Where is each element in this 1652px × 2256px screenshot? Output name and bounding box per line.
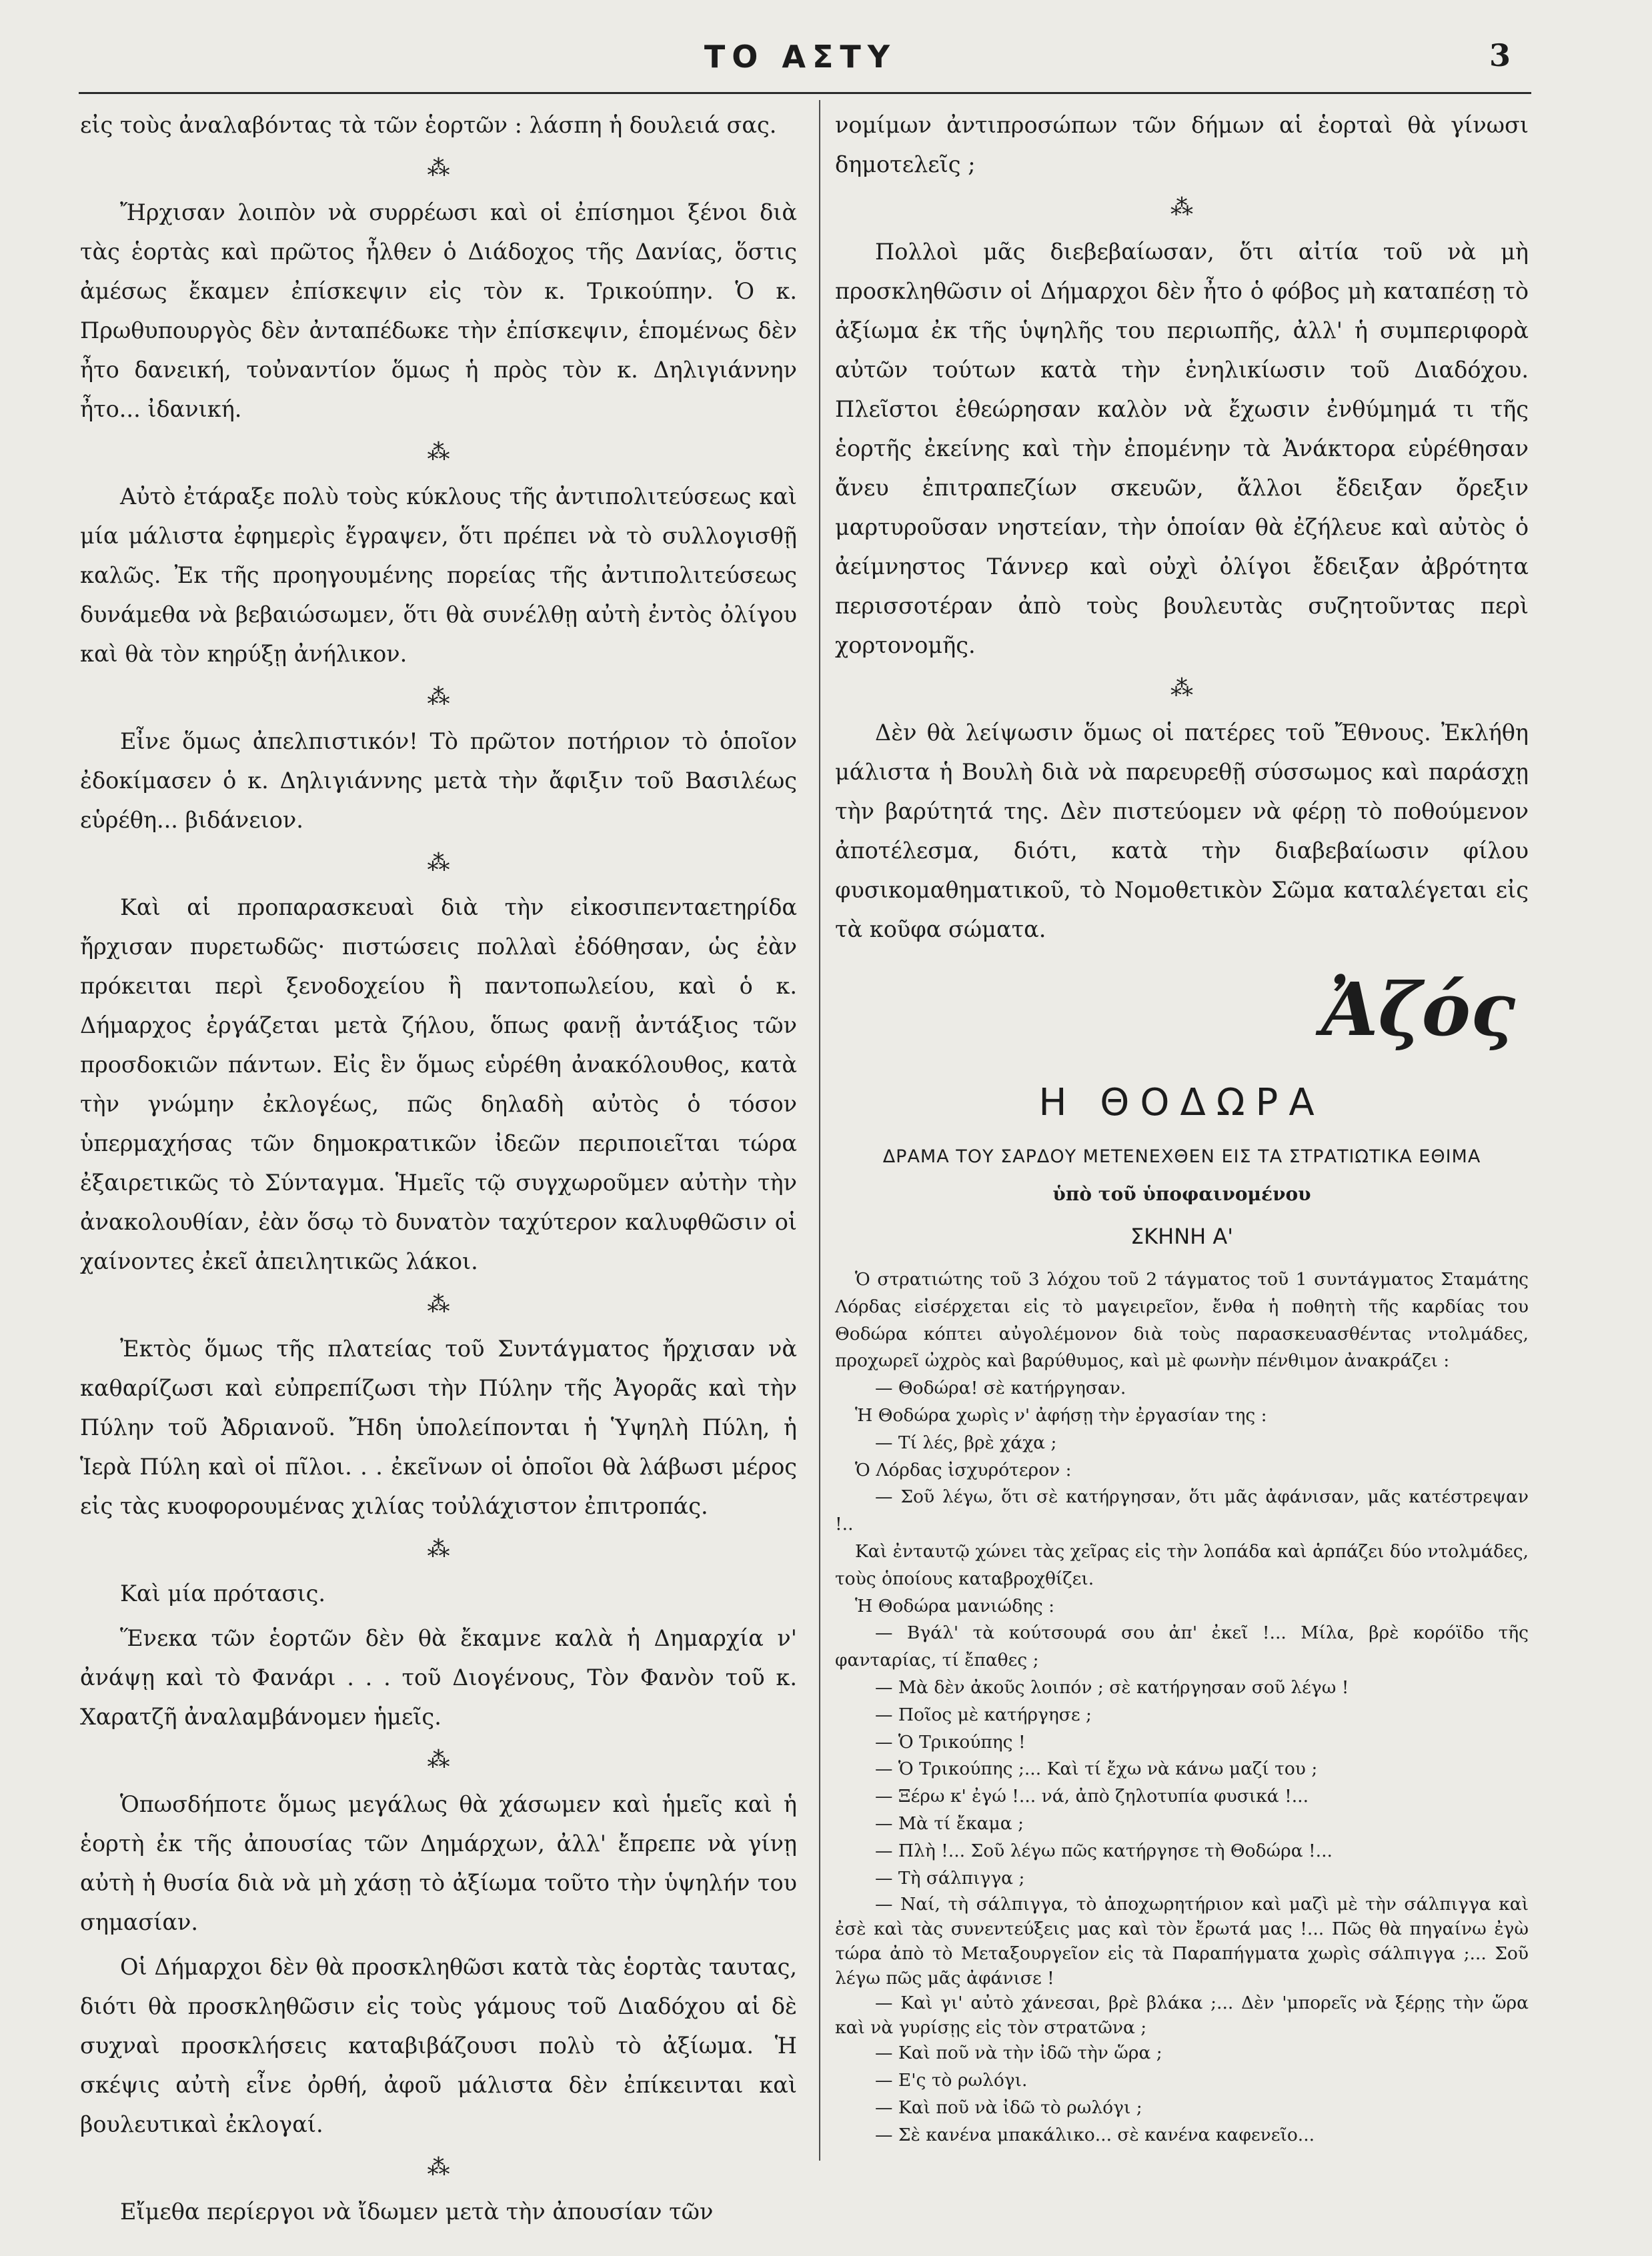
- article-paragraph: Ἐκτὸς ὅμως τῆς πλατείας τοῦ Συντάγματος ἤρχισαν νὰ καθαρίζωσι καὶ εὐπρεπίζωσι τὴν Πύλην τῆς Ἀγορᾶς καὶ τὴν Πύλην τοῦ Ἀδριανοῦ. Ἤδη ὑπολείπονται ἡ Ὑψηλὴ Πύλη, ἡ Ἱερὰ Πύλη καὶ οἱ πῖλοι. . . ἐκεῖνων οἱ ὁποῖοι θὰ λάβωσι μέρος εἰς τὰς κυοφορουμένας χιλίας τοὐλάχιστον ἐπιτροπάς.: [80, 1336, 797, 1519]
- play-byline: ὑπὸ τοῦ ὑποφαινομένου: [1052, 1183, 1311, 1205]
- dialogue-line: — Καὶ γι' αὐτὸ χάνεσαι, βρὲ βλάκα ;... Δὲν 'μπορεῖς νὰ ξέρῃς τὴν ὥρα καὶ νὰ γυρίσῃς εἰς τὸν στρατῶνα ;: [835, 1993, 1529, 2039]
- separator-asterism: ⁂: [427, 1291, 450, 1318]
- column-divider: [819, 100, 820, 2161]
- header-rule: [79, 92, 1531, 94]
- dialogue-line: — Ε'ς τὸ ρωλόγι.: [875, 2070, 1028, 2091]
- dialogue-line: — Σὲ κανένα μπακάλικο... σὲ κανένα καφενεῖο...: [875, 2124, 1315, 2145]
- speaker-direction: Ἡ Θοδώρα χωρὶς ν' ἀφήσῃ τὴν ἐργασίαν της :: [855, 1404, 1267, 1426]
- separator-asterism: ⁂: [1170, 675, 1193, 702]
- article-paragraph: Δὲν θὰ λείψωσιν ὅμως οἱ πατέρες τοῦ Ἔθνους. Ἐκλήθη μάλιστα ἡ Βουλὴ διὰ νὰ παρευρεθῇ σύσσωμος καὶ παράσχῃ τὴν βαρύτητά της. Δὲν πιστεύομεν νὰ φέρῃ τὸ ποθούμενον ἀποτέλεσμα, διότι, κατὰ τὴν διαβεβαίωσιν φίλου φυσικομαθηματικοῦ, τὸ Νομοθετικὸν Σῶμα καταλέγεται εἰς τὰ κοῦφα σώματα.: [835, 720, 1529, 942]
- article-paragraph: Καὶ μία πρότασις.: [120, 1580, 326, 1606]
- author-signature: Ἀζός: [1321, 966, 1515, 1052]
- scene-heading: ΣΚΗΝΗ Α': [1130, 1224, 1234, 1249]
- separator-asterism: ⁂: [427, 155, 450, 181]
- article-paragraph: νομίμων ἀντιπροσώπων τῶν δήμων αἱ ἑορταὶ θὰ γίνωσι δημοτελεῖς ;: [835, 112, 1529, 177]
- separator-asterism: ⁂: [427, 684, 450, 710]
- article-paragraph: Εἶνε ὅμως ἀπελπιστικόν! Τὸ πρῶτον ποτήριον τὸ ὁποῖον ἐδοκίμασεν ὁ κ. Δηλιγιάννης μετὰ τὴν ἄφιξιν τοῦ Βασιλέως εὑρέθη... βιδάνειον.: [80, 728, 797, 833]
- separator-asterism: ⁂: [427, 1536, 450, 1562]
- article-paragraph: Ἤρχισαν λοιπὸν νὰ συρρέωσι καὶ οἱ ἐπίσημοι ξένοι διὰ τὰς ἑορτὰς καὶ πρῶτος ἦλθεν ὁ Διάδοχος τῆς Δανίας, ὅστις ἀμέσως ἔκαμεν ἐπίσκεψιν εἰς τὸν κ. Τρικούπην. Ὁ κ. Πρωθυπουργὸς δὲν ἀνταπέδωκε τὴν ἐπίσκεψιν, ἑπομένως δὲν ἦτο δανεική, τοὐναντίον ὅμως ἡ πρὸς τὸν κ. Δηλιγιάννην ἦτο... ἰδανική.: [80, 199, 797, 422]
- speaker-direction: Ἡ Θοδώρα μανιώδης :: [855, 1595, 1055, 1616]
- left-column: [80, 105, 797, 2237]
- separator-asterism: ⁂: [427, 850, 450, 876]
- dialogue-line: — Τί λές, βρὲ χάχα ;: [875, 1432, 1057, 1453]
- right-column: [835, 105, 1529, 2149]
- play-subtitle: ΔΡΑΜΑ ΤΟΥ ΣΑΡΔΟΥ ΜΕΤΕΝΕΧΘΕΝ ΕΙΣ ΤΑ ΣΤΡΑΤΙΩΤΙΚΑ ΕΘΙΜΑ: [882, 1146, 1481, 1167]
- dialogue-line: — Βγάλ' τὰ κούτσουρά σου ἀπ' ἐκεῖ !... Μίλα, βρὲ κορόϊδο τῆς φανταρίας, τί ἔπαθες ;: [835, 1622, 1529, 1671]
- separator-asterism: ⁂: [427, 2154, 450, 2181]
- dialogue-line: — Ὁ Τρικούπης !: [875, 1731, 1026, 1753]
- dialogue-line: — Μὰ τί ἔκαμα ;: [875, 1813, 1024, 1834]
- dialogue-line: — Ναί, τὴ σάλπιγγα, τὸ ἀποχωρητήριον καὶ μαζὶ μὲ τὴν σάλπιγγα καὶ ἐσὲ καὶ τὰς συνεντεύξεις μας καὶ τὸν ἔρωτά μας !... Πῶς θὰ πηγαίνω ἐγὼ τώρα ἀπὸ τὸ Μεταξουργεῖον εἰς τὰ Παραπήγματα χωρὶς σάλπιγγα ;... Σοῦ λέγω πῶς μᾶς ἀφάνισε !: [835, 1894, 1529, 1989]
- article-paragraph: Καὶ αἱ προπαρασκευαὶ διὰ τὴν εἰκοσιπενταετηρίδα ἤρχισαν πυρετωδῶς· πιστώσεις πολλαὶ ἐδόθησαν, ὡς ἐὰν πρόκειται περὶ ξενοδοχείου ἢ παντοπωλείου, καὶ ὁ κ. Δήμαρχος ἐργάζεται μετὰ ζήλου, ὅπως φανῇ ἀντάξιος τῶν προσδοκιῶν πάντων. Εἰς ἓν ὅμως εὑρέθη ἀνακόλουθος, κατὰ τὴν γνώμην ἐκλογέως, πῶς δηλαδὴ αὐτὸς ὁ τόσον ὑπερμαχήσας τῶν δημοκρατικῶν ἰδεῶν περιποιεῖται τώρα ἐξαιρετικῶς τὸ Σύνταγμα. Ἡμεῖς τῷ συγχωροῦμεν αὐτὴν τὴν ἀνακολουθίαν, ἐὰν ὅσῳ τὸ δυνατὸν ταχύτερον καλυφθῶσιν οἱ χαίνοντες ἐκεῖ ἀπειλητικῶς λάκοι.: [80, 894, 797, 1274]
- dialogue-line: — Ὁ Τρικούπης ;... Καὶ τί ἔχω νὰ κάνω μαζί του ;: [875, 1759, 1318, 1780]
- dialogue-line: — Καὶ ποῦ νὰ τὴν ἰδῶ τὴν ὥρα ;: [875, 2043, 1162, 2064]
- article-paragraph: εἰς τοὺς ἀναλαβόντας τὰ τῶν ἑορτῶν : λάσπη ἡ δουλειά σας.: [80, 112, 777, 138]
- speaker-direction: Ὁ Λόρδας ἰσχυρότερον :: [855, 1459, 1072, 1480]
- stage-direction: Καὶ ἐνταυτῷ χώνει τὰς χεῖρας εἰς τὴν λοπάδα καὶ ἁρπάζει δύο ντολμάδες, τοὺς ὁποίους καταβροχθίζει.: [835, 1540, 1529, 1589]
- article-paragraph: Οἱ Δήμαρχοι δὲν θὰ προσκληθῶσι κατὰ τὰς ἑορτὰς ταυτας, διότι θὰ προσκληθῶσιν εἰς τοὺς γάμους τοῦ Διαδόχου αἱ δὲ συχναὶ προσκλήσεις καταβιβάζουσι πολὺ τὸ ἀξίωμα. Ἡ σκέψις αὐτὴ εἶνε ὀρθή, ἀφοῦ μάλιστα δὲν ἐπίκεινται καὶ βουλευτικαὶ ἐκλογαί.: [80, 1954, 797, 2137]
- dialogue-line: — Ξέρω κ' ἐγώ !... νά, ἀπὸ ζηλοτυπία φυσικά !...: [875, 1786, 1309, 1807]
- play-text: [835, 1266, 1529, 2149]
- article-paragraph: Πολλοὶ μᾶς διεβεβαίωσαν, ὅτι αἰτία τοῦ νὰ μὴ προσκληθῶσιν οἱ Δήμαρχοι δὲν ἦτο ὁ φόβος μὴ καταπέσῃ τὸ ἀξίωμα ἐκ τῆς ὑψηλῆς του περιωπῆς, ἀλλ' ἡ συμπεριφορὰ αὐτῶν τούτων κατὰ τὴν ἐνηλικίωσιν τοῦ Διαδόχου. Πλεῖστοι ἐθεώρησαν καλὸν νὰ ἔχωσιν ἐνθύμημά τι τῆς ἑορτῆς ἐκείνης καὶ τὴν ἐπομένην τὰ Ἀνάκτορα εὑρέθησαν ἄνευ ἐπιτραπεζίων σκευῶν, ἄλλοι ἔδειξαν ὄρεξιν μαρτυροῦσαν νηστείαν, τὴν ὁποίαν θὰ ἐζήλευε καὶ αὐτὸς ὁ ἀείμνηστος Τάννερ καὶ οὐχὶ ὀλίγοι ἔδειξαν ἀβρότητα περισσοτέραν ἀπὸ τοὺς βουλευτὰς συζητοῦντας περὶ χορτονομῆς.: [835, 239, 1529, 658]
- masthead-title: ΤΟ ΑΣΤΥ: [704, 39, 897, 75]
- play-title: Η ΘΟΔΩΡΑ: [1038, 1081, 1325, 1124]
- dialogue-line: — Μὰ δὲν ἀκοῦς λοιπόν ; σὲ κατήργησαν σοῦ λέγω !: [875, 1676, 1349, 1698]
- stage-direction: Ὁ στρατιώτης τοῦ 3 λόχου τοῦ 2 τάγματος τοῦ 1 συντάγματος Σταμάτης Λόρδας εἰσέρχεται εἰς τὸ μαγειρεῖον, ἔνθα ἡ ποθητὴ τῆς καρδίας του Θοδώρα κόπτει αὐγολέμονον διὰ τοὺς παρασκευασθέντας ντολμάδες, προχωρεῖ ὠχρὸς καὶ βαρύθυμος, καὶ μὲ φωνὴν πένθιμον ἀνακράζει :: [835, 1269, 1529, 1372]
- article-paragraph: Ἕνεκα τῶν ἑορτῶν δὲν θὰ ἔκαμνε καλὰ ἡ Δημαρχία ν' ἀνάψῃ καὶ τὸ Φανάρι . . . τοῦ Διογένους, Τὸν Φανὸν τοῦ κ. Χαρατζῆ ἀναλαμβάνομεν ἡμεῖς.: [80, 1625, 797, 1730]
- article-paragraph: Εἴμεθα περίεργοι νὰ ἴδωμεν μετὰ τὴν ἀπουσίαν τῶν: [120, 2199, 714, 2225]
- separator-asterism: ⁂: [427, 1747, 450, 1773]
- article-paragraph: Ὁπωσδήποτε ὅμως μεγάλως θὰ χάσωμεν καὶ ἡμεῖς καὶ ἡ ἑορτὴ ἐκ τῆς ἀπουσίας τῶν Δημάρχων, ἀλλ' ἔπρεπε νὰ γίνῃ αὐτὴ ἡ θυσία διὰ νὰ μὴ χάσῃ τὸ ἀξίωμα τοῦτο τὴν ὑψηλήν του σημασίαν.: [80, 1791, 797, 1935]
- dialogue-line: — Θοδώρα! σὲ κατήργησαν.: [875, 1378, 1126, 1399]
- separator-asterism: ⁂: [427, 439, 450, 465]
- dialogue-line: — Ποῖος μὲ κατήργησε ;: [875, 1704, 1092, 1725]
- dialogue-line: — Σοῦ λέγω, ὅτι σὲ κατήργησαν, ὅτι μᾶς ἀφάνισαν, μᾶς κατέστρεψαν !..: [835, 1486, 1529, 1535]
- separator-asterism: ⁂: [1170, 194, 1193, 221]
- dialogue-line: — Καὶ ποῦ νὰ ἰδῶ τὸ ρωλόγι ;: [875, 2097, 1142, 2118]
- dialogue-line: — Τὴ σάλπιγγα ;: [875, 1867, 1025, 1889]
- page-number: 3: [1489, 37, 1511, 73]
- article-paragraph: Αὐτὸ ἐτάραξε πολὺ τοὺς κύκλους τῆς ἀντιπολιτεύσεως καὶ μία μάλιστα ἐφημερὶς ἔγραψεν, ὅτι πρέπει νὰ τὸ συλλογισθῇ καλῶς. Ἐκ τῆς προηγουμένης πορείας τῆς ἀντιπολιτεύσεως δυνάμεθα νὰ βεβαιώσωμεν, ὅτι θὰ συνέλθῃ αὐτὴ ἐντὸς ὀλίγου καὶ θὰ τὸν κηρύξῃ ἀνήλικον.: [80, 483, 797, 667]
- dialogue-line: — Πλὴ !... Σοῦ λέγω πῶς κατήργησε τὴ Θοδώρα !...: [875, 1840, 1333, 1861]
